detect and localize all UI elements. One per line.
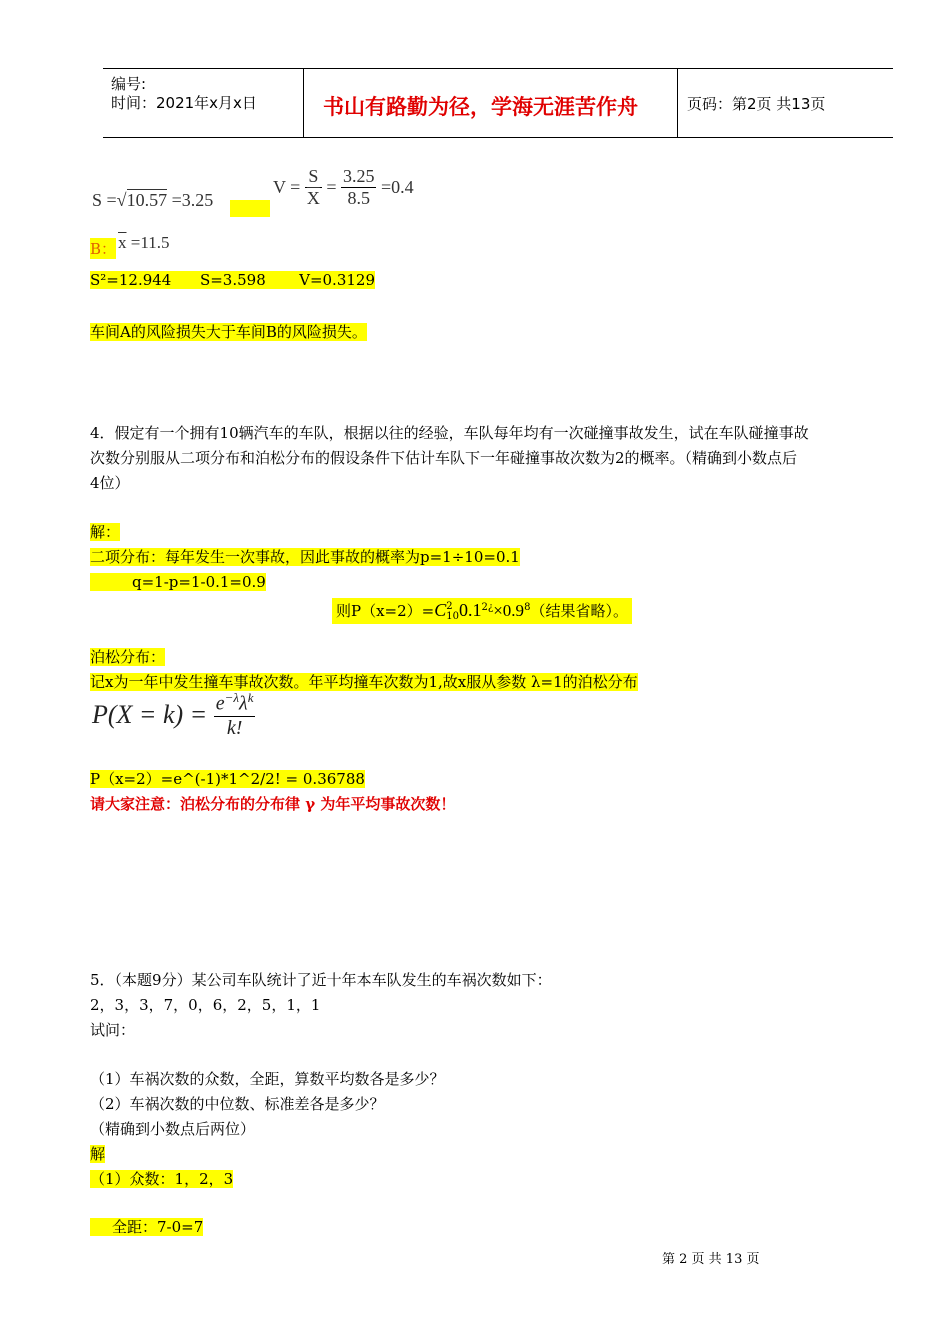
conclusion: 车间A的风险损失大于车间B的风险损失。: [90, 323, 367, 341]
question-5: 5．（本题9分）某公司车队统计了近十年本车队发生的车祸次数如下： 2，3，3，7，0，6，2，5，1，1 试问：: [90, 971, 552, 1039]
question-4: 4．假定有一个拥有10辆汽车的车队，根据以往的经验，车队每年均有一次碰撞事故发生，试在车队碰撞事故 次数分别服从二项分布和泊松分布的假设条件下估计车队下一年碰撞事故次数为2的概率。（精确到小数点后 4位）: [90, 424, 809, 492]
b-label: B：: [90, 240, 117, 258]
poisson-pmf: P(X = k) = $\frac{e^{-\lambda}\lambda^k}{k!}$: [92, 690, 254, 739]
page-footer: 第 2 页 共 13 页: [662, 1252, 760, 1267]
motto: 书山有路勤为径，学海无涯苦作舟: [323, 94, 638, 119]
time-label: 时间：2021年x月x日: [111, 94, 257, 112]
answer-b-line: S²=12.944 S=3.598 V=0.3129: [90, 271, 375, 289]
question-5-parts: （1）车祸次数的众数，全距，算数平均数各是多少？ （2）车祸次数的中位数、标准差各是多少？ （精确到小数点后两位） 解 （1）众数：1，2，3: [90, 1070, 445, 1188]
v-formula: V = $\frac{S}{X}$ = $\frac{3.25}{8.5}$ =0.4: [273, 166, 414, 208]
page-info: 页码：第2页 共13页: [687, 95, 826, 113]
poisson-note: 请大家注意：泊松分布的分布律 γ 为年平均事故次数！: [90, 795, 456, 813]
serial-label: 编号:: [111, 75, 147, 93]
highlight-mark: [230, 200, 270, 217]
q4-solution: 解： 二项分布：每年发生一次事故，因此事故的概率为p=1÷10=0.1 q=1-p=1-0.1=0.9: [90, 523, 520, 591]
s-formula: S =√10.57 =3.25: [92, 190, 214, 210]
page-header: [103, 68, 893, 138]
q5-range: 全距：7-0=7: [90, 1216, 203, 1237]
poisson-result: P（x=2）=e^(-1)*1^2/2! = 0.36788: [90, 770, 365, 788]
binomial-formula: 则P（x=2）=C 2 10 $0.1^{2¿}\times 0.9^8$（结果省略）。: [332, 598, 632, 624]
poisson-section: 泊松分布： 记x为一年中发生撞车事故次数。年平均撞车次数为1,故x服从参数 λ=1的泊松分布: [90, 648, 638, 691]
header-divider: [303, 69, 304, 137]
b-mean: $\overline{x} =11.5$: [118, 233, 170, 252]
header-divider: [677, 69, 678, 137]
